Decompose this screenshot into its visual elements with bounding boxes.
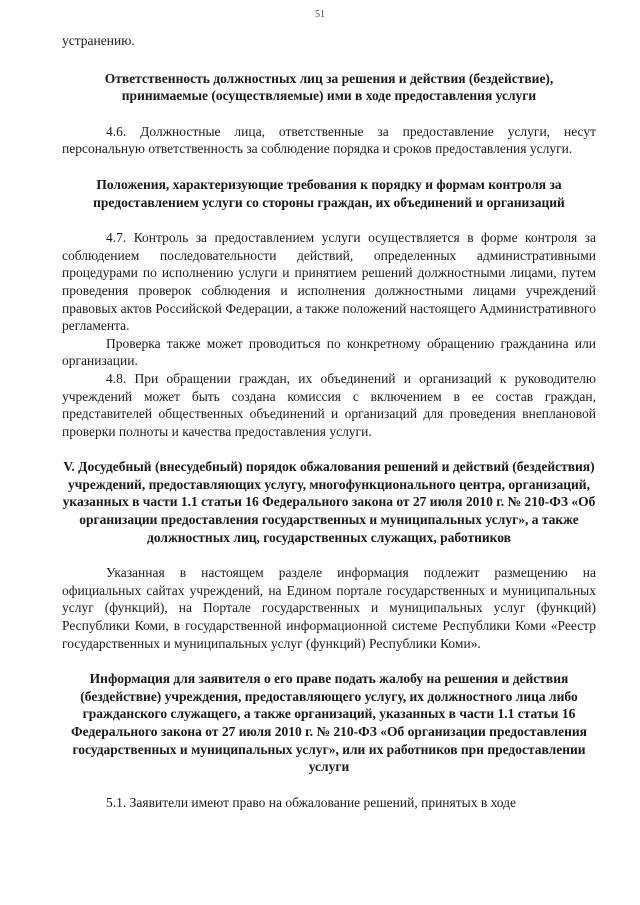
continuation-text: устранению.	[62, 33, 135, 48]
paragraph-information-placement: Указанная в настоящем разделе информация подлежит размещению на официальных сайтах учреждений, на Едином портале государственных и муниципальных услуг (функций), на Портале государственных и муниципальных услуг (функций) Республики Коми, в государственной информационной системе Республики Коми «Реестр государственных и муниципальных услуг (функций) Республики Коми».	[62, 565, 596, 651]
paragraph-4-8: 4.8. При обращении граждан, их объединений и организаций к руководителю учреждений может быть создана комиссия с включением в ее состав граждан, представителей общественных объединений и организаций для проведения внеплановой проверки полноты и качества предоставления услуги.	[62, 370, 596, 439]
paragraph-5-1: 5.1. Заявители имеют право на обжалование решений, принятых в ходе	[106, 794, 517, 810]
page-content	[62, 32, 596, 811]
paragraph-check: Проверка также может проводиться по конкретному обращению гражданина или организации.	[62, 335, 596, 369]
heading-section-5: V. Досудебный (внесудебный) порядок обжалования решений и действий (бездействия) учреждений, предоставляющих услугу, многофункционального центра, организаций, указанных в части 1.1 статьи 16 Федерального закона от 27 июля 2010 г. № 210-ФЗ «Об организации предоставления государственных и муниципальных услуг», а также должностных лиц, государственных служащих, работников	[62, 459, 596, 545]
heading-official-responsibility: Ответственность должностных лиц за решения и действия (бездействие), принимаемые (осуществляемые) ими в ходе предоставления услуги	[104, 70, 554, 104]
paragraph-4-7: 4.7. Контроль за предоставлением услуги осуществляется в форме контроля за соблюдением последовательности действий, определенных административными процедурами по исполнению услуги и принятием решений должностными лицами, путем проведения проверок соблюдения и исполнения должностными лицами учреждений правовых актов Российской Федерации, а также положений настоящего Административного регламента.	[62, 230, 596, 334]
paragraph-4-6: 4.6. Должностные лица, ответственные за предоставление услуги, несут персональную ответственность за соблюдение порядка и сроков предоставления услуги.	[62, 123, 596, 157]
heading-applicant-rights: Информация для заявителя о его праве подать жалобу на решения и действия (бездействие) учреждения, предоставляющего услугу, их должностного лица либо гражданского служащего, а также организаций, указанных в части 1.1 статьи 16 Федерального закона от 27 июля 2010 г. № 210-ФЗ «Об организации предоставления государственных и муниципальных услуг», или их работников при предоставлении услуги	[71, 671, 587, 775]
page-number: 51	[315, 9, 325, 20]
heading-control-requirements: Положения, характеризующие требования к порядку и формам контроля за предоставлением услуги со стороны граждан, их объединений и организаций	[93, 176, 565, 210]
